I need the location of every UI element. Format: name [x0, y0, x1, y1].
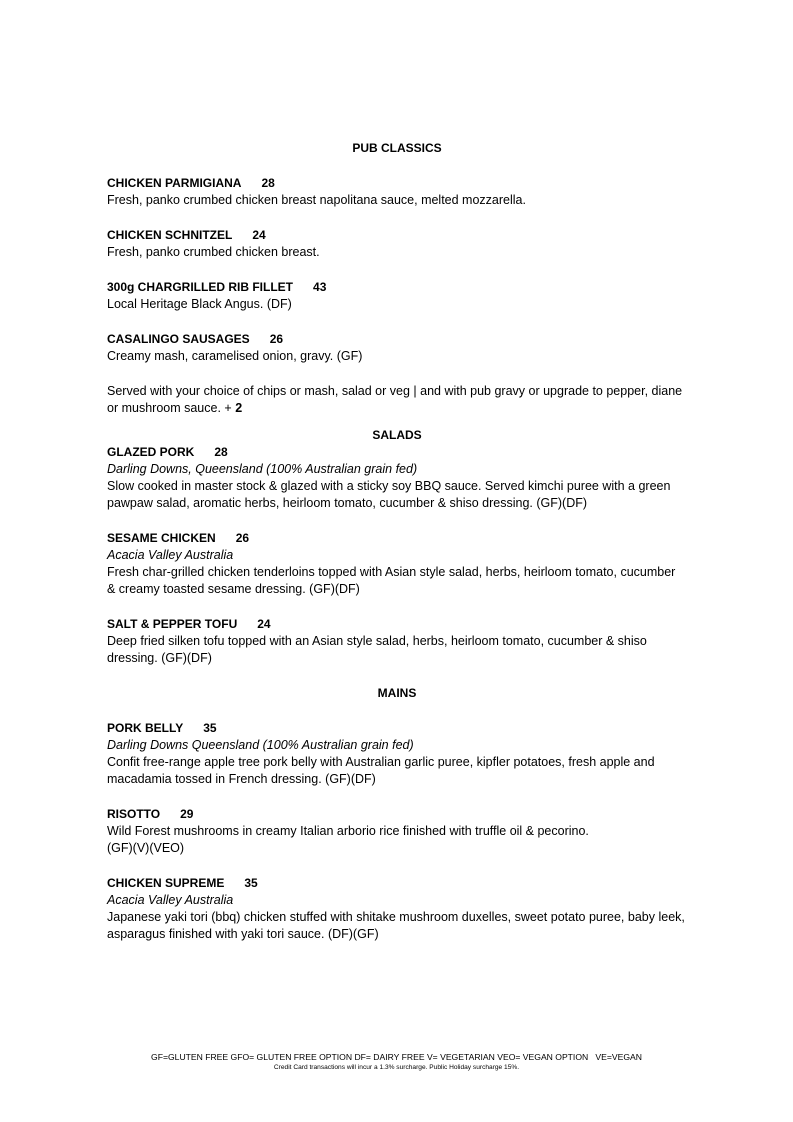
- menu-item: [107, 806, 687, 857]
- item-origin: Acacia Valley Australia: [107, 548, 234, 562]
- item-name: RISOTTO: [107, 807, 161, 821]
- menu-item: [107, 331, 687, 365]
- item-dietary-tags: (GF)(V)(VEO): [107, 841, 185, 855]
- item-name: SESAME CHICKEN: [107, 531, 216, 545]
- item-name: CHICKEN SCHNITZEL: [107, 228, 233, 242]
- dietary-legend: GF=GLUTEN FREE GFO= GLUTEN FREE OPTION DF= DAIRY FREE V= VEGETARIAN VEO= VEGAN OPTION VE=VEGAN: [151, 1052, 642, 1062]
- item-name: 300g CHARGRILLED RIB FILLET: [107, 280, 294, 294]
- item-price: 26: [235, 531, 250, 545]
- item-price: 43: [313, 280, 327, 294]
- item-price: 35: [203, 721, 217, 735]
- section-title-salads: SALADS: [372, 428, 422, 442]
- menu-item: [107, 227, 687, 261]
- item-origin: Darling Downs, Queensland (100% Australian grain fed): [107, 462, 418, 476]
- menu-item: [107, 279, 687, 313]
- item-name: CHICKEN SUPREME: [107, 876, 225, 890]
- item-name: CHICKEN PARMIGIANA: [107, 176, 242, 190]
- sides-note: [107, 383, 687, 417]
- item-description: Local Heritage Black Angus. (DF): [107, 297, 292, 311]
- item-description: Wild Forest mushrooms in creamy Italian arborio rice finished with truffle oil & pecorino.: [107, 824, 589, 838]
- footer: [0, 1051, 793, 1073]
- item-origin: Darling Downs Queensland (100% Australian grain fed): [107, 738, 414, 752]
- item-price: 24: [252, 228, 266, 242]
- menu-item: [107, 175, 687, 209]
- sides-note-price: 2: [235, 401, 243, 415]
- item-description: Creamy mash, caramelised onion, gravy. (GF): [107, 349, 363, 363]
- item-description: Slow cooked in master stock & glazed with a sticky soy BBQ sauce. Served kimchi puree with a green pawpaw salad, aromatic herbs, heirloom tomato, cucumber & shiso dressing. (GF)(DF): [107, 479, 671, 510]
- item-price: 35: [244, 876, 258, 890]
- menu-item: [107, 875, 687, 943]
- item-origin: Acacia Valley Australia: [107, 893, 234, 907]
- item-name: GLAZED PORK: [107, 445, 195, 459]
- surcharge-note: Credit Card transactions will incur a 1.3% surcharge. Public Holiday surcharge 15%.: [273, 1064, 520, 1071]
- item-price: 29: [180, 807, 194, 821]
- item-price: 28: [214, 445, 228, 459]
- menu-item: [107, 720, 687, 788]
- item-description: Fresh, panko crumbed chicken breast.: [107, 245, 320, 259]
- menu-page: [107, 140, 687, 943]
- menu-item: [107, 530, 687, 598]
- section-title-mains: MAINS: [377, 686, 417, 700]
- sides-note-text: Served with your choice of chips or mash, salad or veg | and with pub gravy or upgrade to pepper, diane or mushroom sauce. +: [107, 384, 683, 415]
- item-description: Japanese yaki tori (bbq) chicken stuffed with shitake mushroom duxelles, sweet potato puree, baby leek, asparagus finished with yaki tori sauce. (DF)(GF): [107, 910, 685, 941]
- item-name: SALT & PEPPER TOFU: [107, 617, 238, 631]
- menu-item: [107, 616, 687, 667]
- section-title-pub-classics: PUB CLASSICS: [352, 141, 442, 155]
- item-description: Fresh, panko crumbed chicken breast napolitana sauce, melted mozzarella.: [107, 193, 526, 207]
- item-description: Confit free-range apple tree pork belly with Australian garlic puree, kipfler potatoes, fresh apple and macadamia tossed in French dressing. (GF)(DF): [107, 755, 655, 786]
- menu-item: [107, 444, 687, 512]
- item-name: CASALINGO SAUSAGES: [107, 332, 250, 346]
- item-name: PORK BELLY: [107, 721, 184, 735]
- item-price: 24: [257, 617, 271, 631]
- item-price: 28: [261, 176, 275, 190]
- item-description: Deep fried silken tofu topped with an Asian style salad, herbs, heirloom tomato, cucumber & shiso dressing. (GF)(DF): [107, 634, 647, 665]
- item-price: 26: [269, 332, 284, 346]
- item-description: Fresh char-grilled chicken tenderloins topped with Asian style salad, herbs, heirloom tomato, cucumber & creamy toasted sesame dressing. (GF)(DF): [107, 565, 676, 596]
